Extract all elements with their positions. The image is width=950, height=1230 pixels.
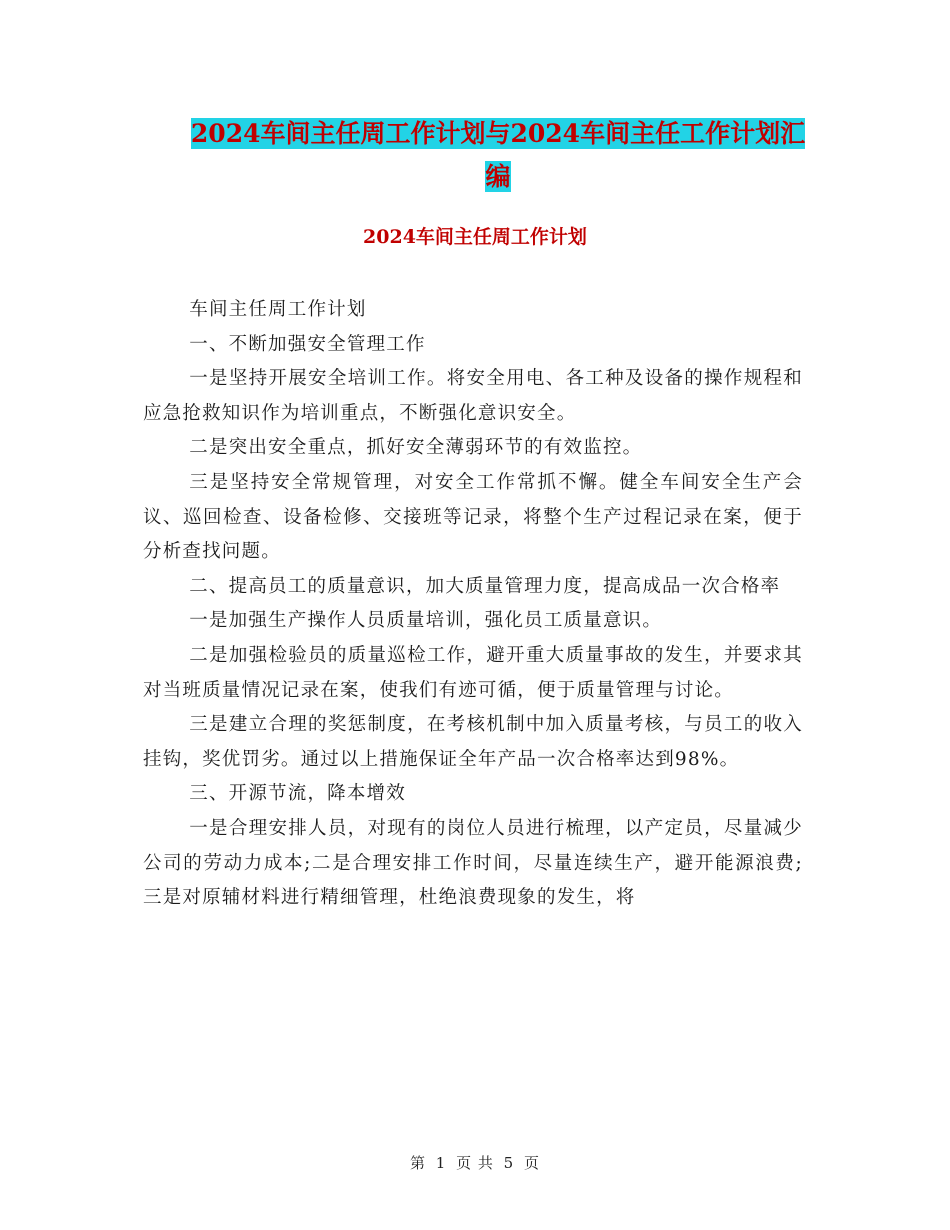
- document-title: [186, 112, 810, 198]
- paragraph: 一是加强生产操作人员质量培训，强化员工质量意识。: [189, 610, 663, 632]
- paragraph: 一是坚持开展安全培训工作。将安全用电、各工种及设备的操作规程和应急抢救知识作为培训重点，不断强化意识安全。: [143, 368, 803, 424]
- section-title: 2024车间主任周工作计划: [363, 226, 587, 248]
- paragraph: 一、不断加强安全管理工作: [189, 333, 426, 355]
- footer-page-number: 1: [435, 1154, 447, 1172]
- footer-suffix: 页: [524, 1154, 541, 1172]
- footer-mid: 页 共: [456, 1154, 494, 1172]
- paragraph: 三、开源节流，降本增效: [189, 783, 406, 805]
- footer-total-pages: 5: [503, 1154, 515, 1172]
- paragraph: 车间主任周工作计划: [189, 299, 367, 320]
- footer-prefix: 第: [409, 1154, 426, 1172]
- paragraph: 一是合理安排人员，对现有的岗位人员进行梳理，以产定员，尽量减少公司的劳动力成本;二是合理安排工作时间，尽量连续生产，避开能源浪费;三是对原辅材料进行精细管理，杜绝浪费现象的发生，将: [143, 817, 803, 909]
- paragraph: 二是加强检验员的质量巡检工作，避开重大质量事故的发生，并要求其对当班质量情况记录在案，使我们有迹可循，便于质量管理与讨论。: [143, 644, 803, 701]
- paragraph: 三是坚持安全常规管理，对安全工作常抓不懈。健全车间安全生产会议、巡回检查、设备检修、交接班等记录，将整个生产过程记录在案，便于分析查找问题。: [143, 471, 803, 563]
- document-title-text: 2024车间主任周工作计划与2024车间主任工作计划汇编: [190, 119, 806, 191]
- page-footer: [0, 1152, 950, 1174]
- paragraph: 二、提高员工的质量意识，加大质量管理力度，提高成品一次合格率: [189, 575, 781, 597]
- document-body: [143, 293, 803, 916]
- paragraph: 二是突出安全重点，抓好安全薄弱环节的有效监控。: [189, 437, 643, 459]
- paragraph: 三是建立合理的奖惩制度，在考核机制中加入质量考核，与员工的收入挂钩，奖优罚劣。通过以上措施保证全年产品一次合格率达到98%。: [143, 714, 803, 770]
